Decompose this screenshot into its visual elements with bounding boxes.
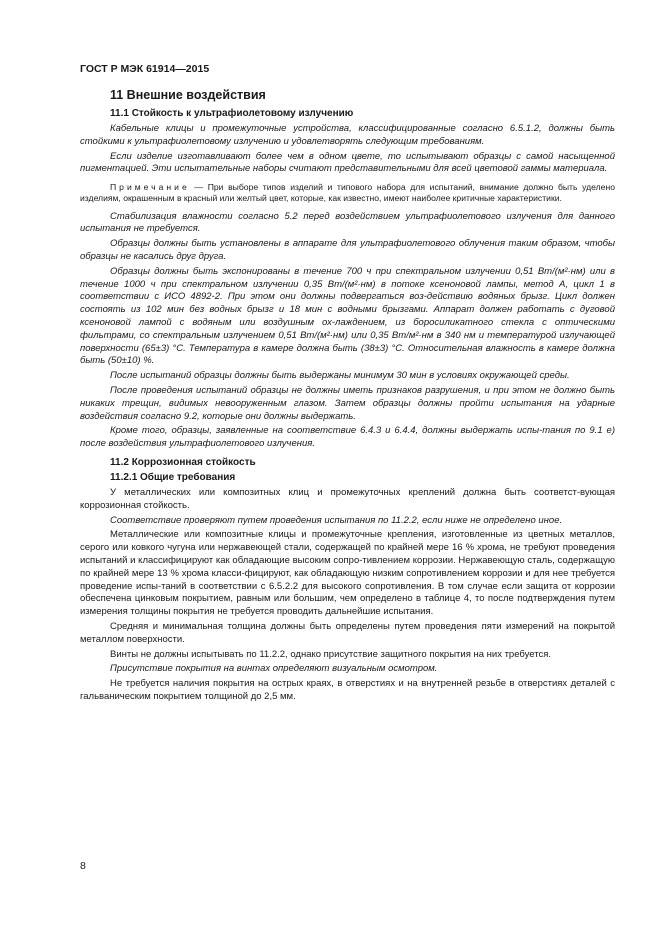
paragraph: Соответствие проверяют путем проведения испытания по 11.2.2, если ниже не определено иное. [110,514,563,526]
paragraph: Если изделие изготавливают более чем в одном цвете, то испытывают образцы с самой насыщенной пигментацией. Эти испытательные наборы считают представительными для всей цветовой гаммы материала. [80,150,615,175]
subsection-title-uv: 11.1 Стойкость к ультрафиолетовому излучению [110,108,354,119]
paragraph: После проведения испытаний образцы не должны иметь признаков разрушения, и при этом не должно быть никаких трещин, видимых невооруженным глазом. Затем образцы должны пройти испытания на ударные воздействия согласно 9.2, которые они должны выдержать. [80,384,615,422]
subsection-title-general: 11.2.1 Общие требования [110,471,236,483]
paragraph: Образцы должны быть установлены в аппарате для ультрафиолетового облучения таким образом, чтобы образцы не касались друг друга. [80,238,615,262]
paragraph: Металлические или композитные клицы и промежуточные крепления, изготовленные из цветных металлов, серого или ковкого чугуна или нержавеющей стали, содержащей по крайней мере 16 % хрома, не требуют проведения испытаний и классифицируют как обладающие высоким сопро-тивлением коррозии. Нержавеющую сталь, содержащую по крайней мере 13 % хрома класси-фицируют, как обладающую низким сопротивлением коррозии и для нее требуется проведение испы-таний в соответствии с 6.5.2.2 для высокого сопротивления. В том случае если защита от коррозии обеспечена цинковым покрытием, равным или большим, чем определено в таблице 4, то после подтверждения путем измерения толщины покрытия не требуется проводить дальнейшие испытания. [80,529,615,618]
section-title: 11 Внешние воздействия [110,88,266,102]
paragraph: Образцы должны быть экспонированы в течение 700 ч при спектральном излучении 0,51 Вт/(м²·нм) или в течение 1000 ч при спектральном излучении 0,35 Вт/(м²·нм) в потоке ксеноновой лампы, метод А, цикл 1 в соответствии с ИСО 4892-2. При этом они должны подвергаться воз-действию водяных брызг. Цикл должен состоять из 102 мин без водных брызг и 18 мин с водными брызгами. Аппарат должен работать с дуговой ксеноновой лампой с водяным или воздушным ох-лаждением, из боросиликатного стекла с оптическими фильтрами, со спектральным излучением 0,51 Вт/(м²·нм) или 0,35 Вт/м²·нм в 340 нм и температурой излучающей поверхности (65±3) °С. Температура в камере должна быть (38±3) °С. Относительная влажность в камере должна быть (50±10) %. [80,265,615,367]
paragraph: После испытаний образцы должны быть выдержаны минимум 30 мин в условиях окружающей среды. [110,370,570,382]
note-paragraph [80,182,615,204]
subsection-title-corrosion: 11.2 Коррозионная стойкость [110,456,256,468]
paragraph: Стабилизация влажности согласно 5.2 перед воздействием ультрафиолетового излучения для данного испытания не требуется. [80,210,615,235]
document-body [80,88,615,706]
note-label: Примечание [110,182,190,193]
paragraph: Средняя и минимальная толщина должны быть определены путем проведения пяти измерений на покрытой металлом поверхности. [80,620,615,645]
paragraph: Кабельные клицы и промежуточные устройства, классифицированные согласно 6.5.1.2, должны быть стойкими к ультрафиолетовому излучению и удовлетворять следующим требованиям. [80,123,615,147]
paragraph: Не требуется наличия покрытия на острых краях, в отверстиях и на внутренней резьбе в отверстиях деталей с гальваническим покрытием толщиной до 2,5 мм. [80,678,615,702]
note-text: — При выборе типов изделий и типового набора для испытаний, внимание должно быть уделено изделиям, окрашенным в красный или желтый цвет, которые, как известно, имеют наиболее критичные характеристики. [80,182,615,204]
document-header: ГОСТ Р МЭК 61914—2015 [80,63,210,75]
paragraph: Кроме того, образцы, заявленные на соответствие 6.4.3 и 6.4.4, должны выдержать испы-тания по 9.1 е) после воздействия ультрафиолетового излучения. [80,425,615,450]
paragraph: Присутствие покрытия на винтах определяют визуальным осмотром. [110,663,438,675]
page-number: 8 [80,860,86,872]
paragraph: Винты не должны испытывать по 11.2.2, однако присутствие защитного покрытия на них требуется. [110,648,552,660]
paragraph: У металлических или композитных клиц и промежуточных креплений должна быть соответст-вующая коррозионная стойкость. [80,486,615,511]
